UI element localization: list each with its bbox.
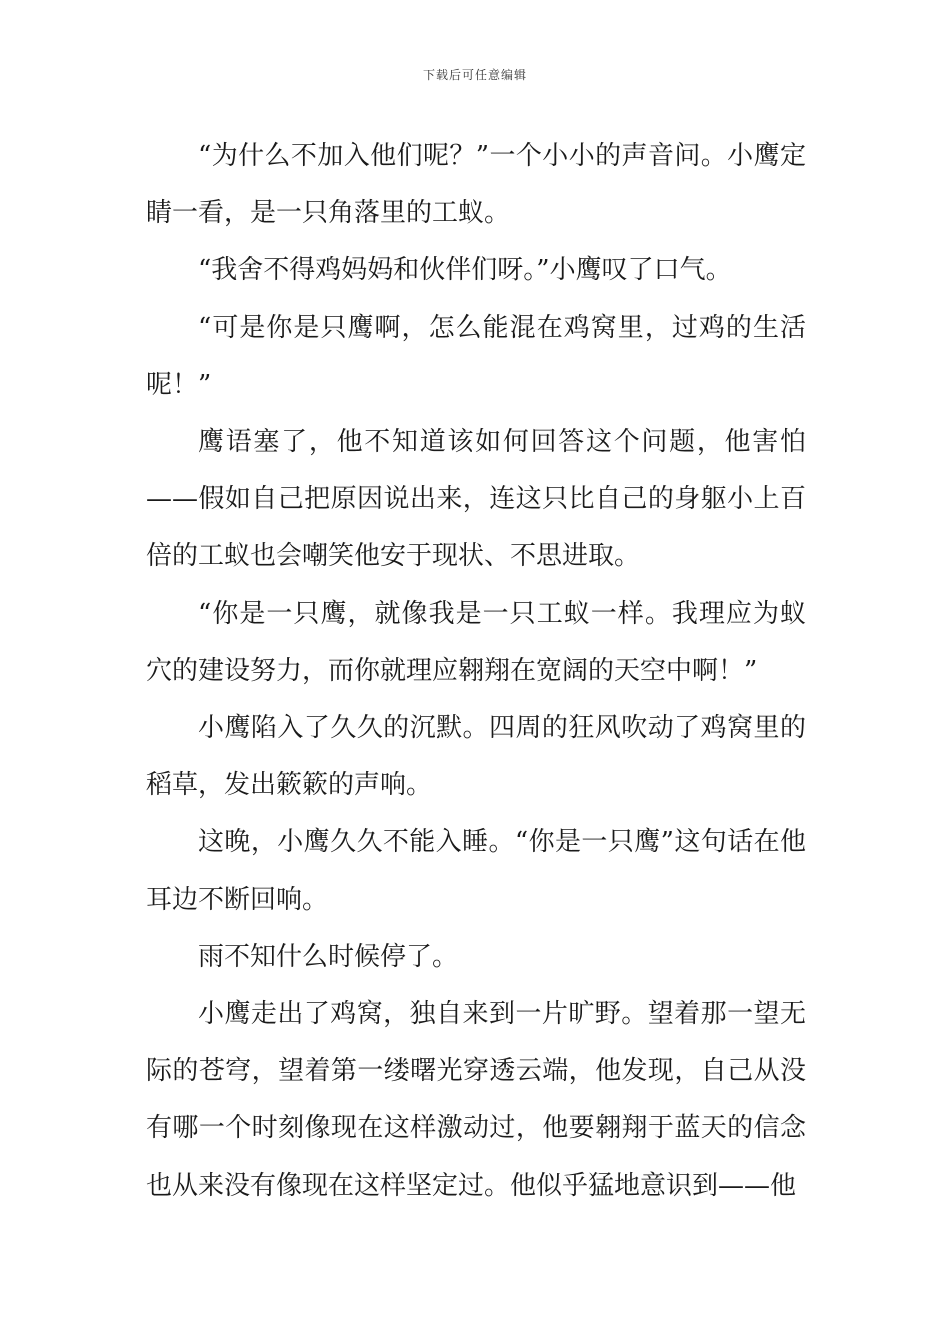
- paragraph-5: “你是一只鹰，就像我是一只工蚁一样。我理应为蚁穴的建设努力，而你就理应翱翔在宽阔的天空中啊！”: [146, 598, 806, 686]
- paragraph-2: “我舍不得鸡妈妈和伙伴们呀。”小鹰叹了口气。: [198, 255, 732, 286]
- document-body: [146, 128, 806, 1215]
- paragraph-8: 雨不知什么时候停了。: [198, 941, 459, 972]
- page-header: 下载后可任意编辑: [422, 68, 527, 82]
- paragraph-3: “可是你是只鹰啊，怎么能混在鸡窝里，过鸡的生活呢！”: [146, 312, 806, 400]
- paragraph-4: 鹰语塞了，他不知道该如何回答这个问题，他害怕——假如自己把原因说出来，连这只比自己的身躯小上百倍的工蚁也会嘲笑他安于现状、不思进取。: [146, 427, 806, 572]
- paragraph-9: 小鹰走出了鸡窝，独自来到一片旷野。望着那一望无际的苍穹，望着第一缕曙光穿透云端，他发现，自己从没有哪一个时刻像现在这样激动过，他要翱翔于蓝天的信念也从来没有像现在这样坚定过。他似乎猛地意识到——他: [146, 999, 806, 1201]
- paragraph-7: 这晚，小鹰久久不能入睡。“你是一只鹰”这句话在他耳边不断回响。: [146, 827, 806, 915]
- paragraph-1: “为什么不加入他们呢？”一个小小的声音问。小鹰定睛一看，是一只角落里的工蚁。: [146, 141, 806, 229]
- paragraph-6: 小鹰陷入了久久的沉默。四周的狂风吹动了鸡窝里的稻草，发出簌簌的声响。: [146, 713, 806, 801]
